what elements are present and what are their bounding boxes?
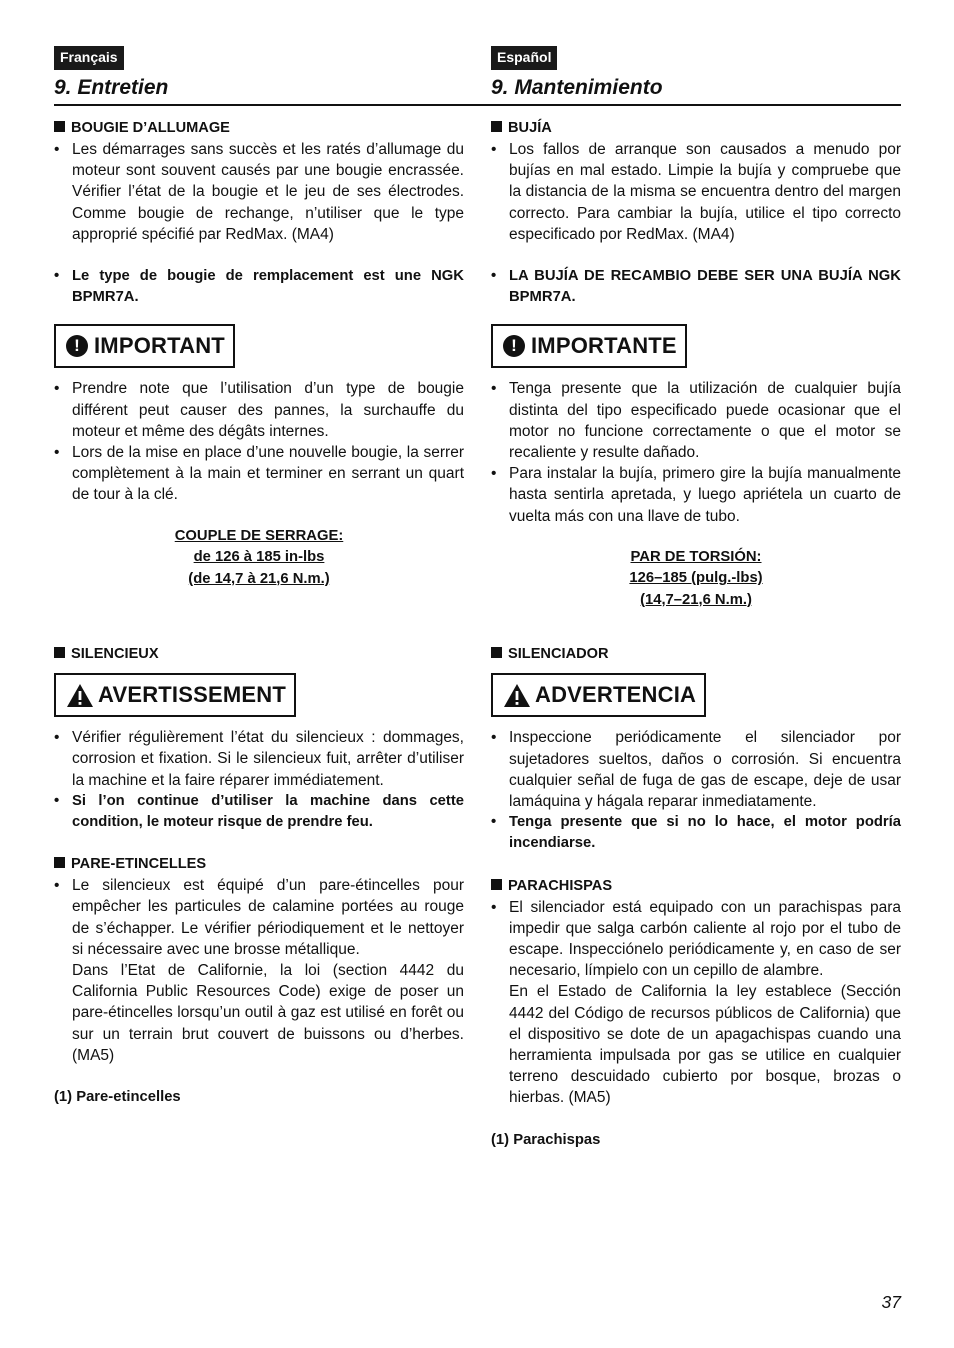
important-label-es: IMPORTANTE (531, 333, 677, 359)
square-bullet-icon (491, 647, 502, 658)
language-tab-spanish: Español (491, 46, 557, 70)
spark-plug-heading-fr: BOUGIE D’ALLUMAGE (54, 118, 464, 139)
section-title-es: 9. Mantenimiento (491, 76, 663, 99)
warning-triangle-icon (503, 683, 531, 708)
important-item-fr-2: • Lors de la mise en place d’une nouvelle bougie, la serrer complètement à la main et terminer en serrant un quart de tour à la clé. (54, 442, 464, 506)
muffler-warning-fr: • Si l’on continue d’utiliser la machine dans cette condition, le moteur risque de prendre feu. (54, 791, 464, 833)
warning-triangle-icon (66, 683, 94, 708)
spark-arrester-heading-fr: PARE-ETINCELLES (54, 854, 464, 875)
warning-label-es: ADVERTENCIA (535, 682, 697, 708)
french-column (54, 46, 464, 1108)
torque-spec-fr: COUPLE DE SERRAGE: de 126 à 185 in-lbs (de 14,7 à 21,6 N.m.) (174, 527, 344, 587)
warning-box-es (491, 673, 706, 717)
exclamation-icon: ! (66, 335, 88, 357)
square-bullet-icon (491, 121, 502, 132)
torque-spec-es: PAR DE TORSIÓN: 126–185 (pulg.-lbs) (14,7–21,6 N.m.) (629, 548, 763, 608)
spark-arrester-caption-es: (1) Parachispas (491, 1131, 601, 1148)
spark-arrester-text-es: • El silenciador está equipado con un parachispas para impedir que salga carbón caliente al rojo por el tubo de escape. Inspecciónelo periódicamente y, en caso de ser necesario, límpielo con un cepillo de alambre. (491, 897, 901, 982)
muffler-text-fr: • Vérifier régulièrement l’état du silencieux : dommages, corrosion et fixation. Si le silencieux fuit, arrêter d’utiliser la machine et la faire réparer immédiatement. (54, 727, 464, 791)
spark-plug-heading-es: BUJÍA (491, 118, 901, 139)
language-tab-french: Français (54, 46, 124, 70)
spark-arrester-law-fr: Dans l’Etat de Californie, la loi (section 4442 du California Public Resources Code) exige de poser un pare-étincelles lorsqu’un outil à gaz est utilisé en forêt ou sur un terrain brut couvert de buissons ou d’herbes. (MA5) (72, 961, 464, 1064)
square-bullet-icon (54, 647, 65, 658)
spark-plug-text-es: • Los fallos de arranque son causados a menudo por bujías en mal estado. Limpie la bujía y compruebe que la distancia de la misma se encuentra dentro del margen correcto. Para cambiar la bujía, utilice el tipo correcto especificado por RedMax. (MA4) (491, 139, 901, 245)
important-box-es (491, 324, 687, 368)
spark-plug-text-fr: • Les démarrages sans succès et les ratés d’allumage du moteur sont souvent causés par une bougie encrassée. Vérifier l’état de la bougie et le jeu de ses électrodes. Comme bougie de rechange, n’utiliser que le type approprié spécifié par RedMax. (MA4) (54, 139, 464, 245)
warning-label-fr: AVERTISSEMENT (98, 682, 286, 708)
spanish-column (491, 46, 901, 1151)
spark-arrester-caption-fr: (1) Pare-etincelles (54, 1088, 181, 1105)
muffler-warning-es: • Tenga presente que si no lo hace, el motor podría incendiarse. (491, 812, 901, 854)
page-number: 37 (881, 1292, 901, 1312)
muffler-heading-fr: SILENCIEUX (54, 644, 464, 665)
spark-arrester-law-es: En el Estado de California la ley establece (Sección 4442 del Código de recursos públicos de California) que el dispositivo se dote de un apagachispas cuando una herramienta impulsada por gas se utilice en cualquier terreno descuidado cubierto por bosque, brozas o hierbas. (MA5) (509, 983, 901, 1107)
warning-box-fr (54, 673, 296, 717)
important-box-fr (54, 324, 235, 368)
square-bullet-icon (54, 857, 65, 868)
square-bullet-icon (491, 879, 502, 890)
important-label-fr: IMPORTANT (94, 333, 225, 359)
square-bullet-icon (54, 121, 65, 132)
spark-arrester-text-fr: • Le silencieux est équipé d’un pare-étincelles pour empêcher les particules de calamine portées au rouge de s’échapper. Le vérifier périodiquement et le nettoyer si nécessaire avec une brosse métallique. (54, 875, 464, 960)
important-item-es-1: • Tenga presente que la utilización de cualquier bujía distinta del tipo especificado puede ocasionar que el motor no funcione correctamente o que el motor se recaliente y resulte dañado. (491, 378, 901, 463)
muffler-text-es: • Inspeccione periódicamente el silenciador por sujetadores sueltos, daños o corrosión. Si encuentra cualquier señal de fuga de gas de escape, deje de usar lamáquina y hágala reparar inmediatamente. (491, 727, 901, 812)
important-item-es-2: • Para instalar la bujía, primero gire la bujía manualmente hasta sentirla apretada, y luego apriétela un cuarto de vuelta más con una llave de tubo. (491, 463, 901, 527)
section-title-fr: 9. Entretien (54, 76, 169, 99)
spark-plug-type-es: • LA BUJÍA DE RECAMBIO DEBE SER UNA BUJÍA NGK BPMR7A. (491, 266, 901, 308)
exclamation-icon: ! (503, 335, 525, 357)
spark-plug-type-fr: • Le type de bougie de remplacement est une NGK BPMR7A. (54, 266, 464, 308)
muffler-heading-es: SILENCIADOR (491, 644, 901, 665)
spark-arrester-heading-es: PARACHISPAS (491, 876, 901, 897)
important-item-fr-1: • Prendre note que l’utilisation d’un type de bougie différent peut causer des pannes, la surchauffe du moteur et même des dégâts internes. (54, 378, 464, 442)
